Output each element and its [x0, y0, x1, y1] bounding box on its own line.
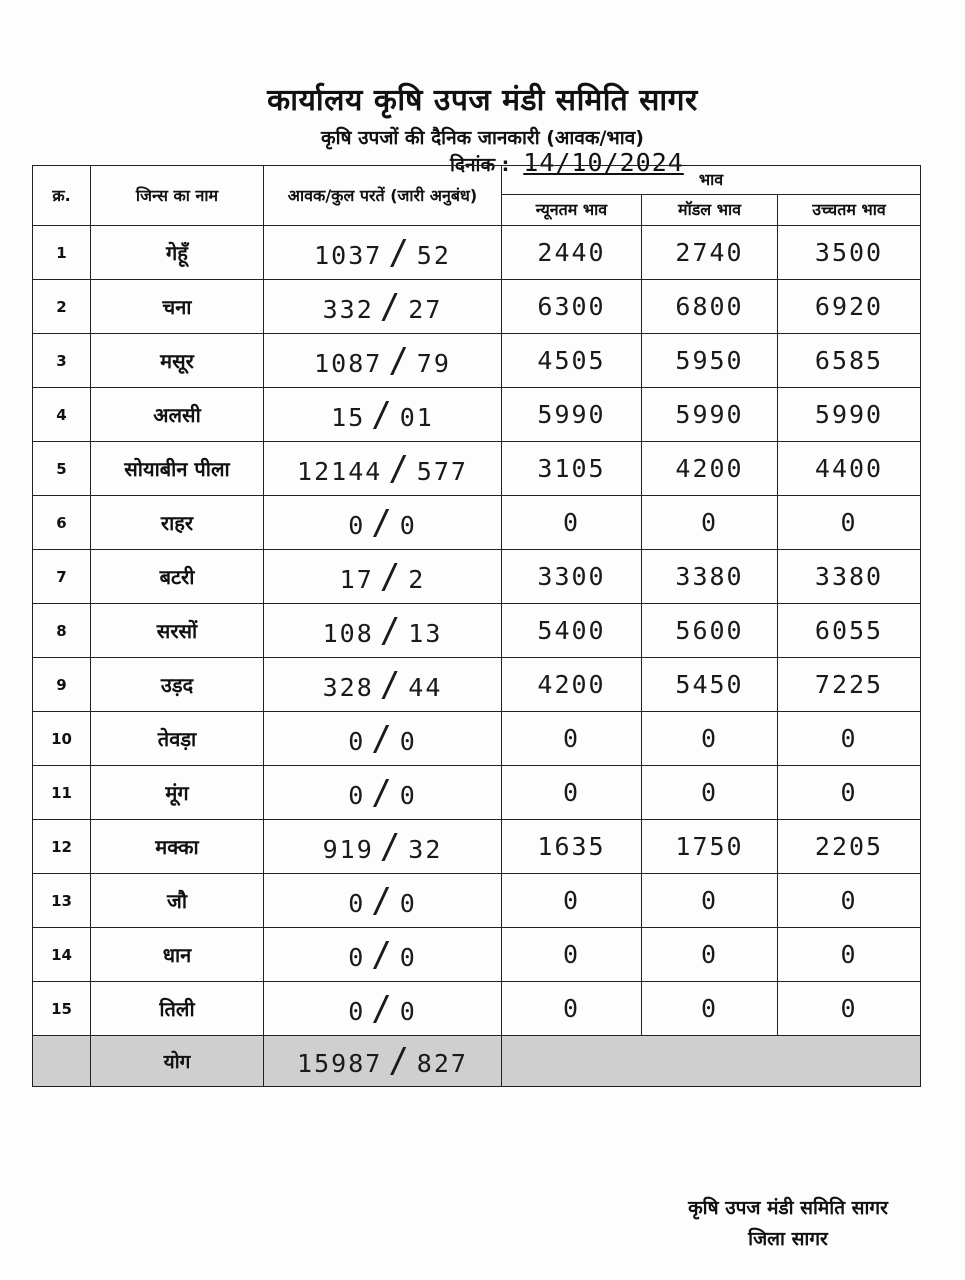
max-price-cell: 6055 — [778, 604, 921, 658]
serial-cell: 12 — [33, 820, 91, 874]
arrival-value: 1087 — [314, 348, 383, 378]
modal-price-cell: 5950 — [642, 334, 778, 388]
commodity-cell: राहर — [91, 496, 264, 550]
modal-price-cell: 0 — [642, 766, 778, 820]
min-price-cell: 1635 — [502, 820, 642, 874]
arrival-value: 0 — [348, 888, 366, 918]
table-row — [33, 874, 921, 928]
contracts-value: 32 — [408, 834, 443, 864]
commodity-cell: तेवड़ा — [91, 712, 264, 766]
slash-separator: / — [371, 988, 394, 1029]
arrival-cell — [264, 712, 502, 766]
serial-cell: 5 — [33, 442, 91, 496]
slash-separator: / — [371, 394, 394, 435]
max-price-cell: 5990 — [778, 388, 921, 442]
page-subtitle: कृषि उपजों की दैनिक जानकारी (आवक/भाव) — [321, 127, 644, 149]
max-price-cell: 6920 — [778, 280, 921, 334]
commodity-cell: मूंग — [91, 766, 264, 820]
col-header-commodity: जिन्स का नाम — [91, 166, 264, 226]
min-price-cell: 3300 — [502, 550, 642, 604]
modal-price-cell: 0 — [642, 874, 778, 928]
slash-separator: / — [379, 610, 403, 651]
max-price-cell: 0 — [778, 874, 921, 928]
serial-cell: 7 — [33, 550, 91, 604]
table-body — [33, 226, 921, 1087]
serial-cell: 4 — [33, 388, 91, 442]
contracts-value: 01 — [399, 402, 434, 432]
arrival-cell — [264, 874, 502, 928]
max-price-cell: 0 — [778, 928, 921, 982]
serial-cell: 3 — [33, 334, 91, 388]
arrival-cell — [264, 766, 502, 820]
serial-cell: 15 — [33, 982, 91, 1036]
signature-block — [668, 1193, 908, 1256]
arrival-cell — [264, 604, 502, 658]
modal-price-cell: 5990 — [642, 388, 778, 442]
arrival-cell — [264, 982, 502, 1036]
modal-price-cell: 5600 — [642, 604, 778, 658]
max-price-cell: 3500 — [778, 226, 921, 280]
commodity-cell: अलसी — [91, 388, 264, 442]
arrival-cell — [264, 496, 502, 550]
total-contracts-value: 827 — [416, 1049, 468, 1078]
slash-separator: / — [379, 556, 403, 597]
min-price-cell: 0 — [502, 496, 642, 550]
commodity-cell: मसूर — [91, 334, 264, 388]
arrival-cell — [264, 820, 502, 874]
slash-separator: / — [379, 664, 403, 705]
table-row — [33, 928, 921, 982]
commodity-cell: चना — [91, 280, 264, 334]
max-price-cell: 2205 — [778, 820, 921, 874]
table-row — [33, 442, 921, 496]
col-header-price-group: भाव — [502, 166, 921, 195]
total-label-cell: योग — [91, 1036, 264, 1087]
table-row — [33, 712, 921, 766]
signature-district: जिला सागर — [748, 1228, 828, 1251]
max-price-cell: 7225 — [778, 658, 921, 712]
max-price-cell: 6585 — [778, 334, 921, 388]
table-row — [33, 658, 921, 712]
arrival-cell — [264, 658, 502, 712]
arrival-value: 0 — [348, 510, 366, 540]
slash-separator: / — [371, 934, 394, 975]
serial-cell: 9 — [33, 658, 91, 712]
commodity-cell: मक्का — [91, 820, 264, 874]
slash-separator: / — [371, 772, 394, 813]
arrival-value: 15 — [331, 402, 366, 432]
min-price-cell: 6300 — [502, 280, 642, 334]
contracts-value: 0 — [399, 888, 417, 918]
modal-price-cell: 6800 — [642, 280, 778, 334]
commodity-cell: सरसों — [91, 604, 264, 658]
col-header-modal-price: मॉडल भाव — [642, 195, 778, 226]
arrival-cell — [264, 442, 502, 496]
slash-separator: / — [388, 232, 411, 273]
modal-price-cell: 0 — [642, 712, 778, 766]
rates-table — [32, 165, 921, 1087]
modal-price-cell: 2740 — [642, 226, 778, 280]
arrival-value: 17 — [339, 564, 374, 594]
total-row — [33, 1036, 921, 1087]
arrival-cell — [264, 388, 502, 442]
commodity-cell: बटरी — [91, 550, 264, 604]
arrival-value: 0 — [348, 996, 366, 1026]
arrival-value: 0 — [348, 726, 366, 756]
slash-separator: / — [388, 340, 411, 381]
table-row — [33, 982, 921, 1036]
slash-separator: / — [388, 448, 411, 489]
slash-separator: / — [388, 1041, 411, 1081]
commodity-cell: सोयाबीन पीला — [91, 442, 264, 496]
table-row — [33, 604, 921, 658]
table-row — [33, 820, 921, 874]
arrival-cell — [264, 226, 502, 280]
serial-cell: 13 — [33, 874, 91, 928]
modal-price-cell: 0 — [642, 496, 778, 550]
commodity-cell: धान — [91, 928, 264, 982]
max-price-cell: 0 — [778, 766, 921, 820]
arrival-value: 0 — [348, 942, 366, 972]
min-price-cell: 5990 — [502, 388, 642, 442]
slash-separator: / — [379, 286, 403, 327]
max-price-cell: 0 — [778, 982, 921, 1036]
serial-cell: 2 — [33, 280, 91, 334]
arrival-value: 12144 — [297, 456, 383, 486]
slash-separator: / — [371, 718, 394, 759]
col-header-arrival: आवक/कुल परतें (जारी अनुबंध) — [264, 166, 502, 226]
modal-price-cell: 0 — [642, 982, 778, 1036]
serial-cell: 8 — [33, 604, 91, 658]
min-price-cell: 0 — [502, 712, 642, 766]
contracts-value: 13 — [408, 618, 443, 648]
table-row — [33, 496, 921, 550]
commodity-cell: गेहूँ — [91, 226, 264, 280]
modal-price-cell: 0 — [642, 928, 778, 982]
table-row — [33, 766, 921, 820]
modal-price-cell: 4200 — [642, 442, 778, 496]
max-price-cell: 0 — [778, 496, 921, 550]
total-arrival-cell — [264, 1036, 502, 1087]
min-price-cell: 4200 — [502, 658, 642, 712]
serial-cell: 6 — [33, 496, 91, 550]
table-row — [33, 226, 921, 280]
commodity-cell: तिली — [91, 982, 264, 1036]
contracts-value: 0 — [399, 996, 417, 1026]
modal-price-cell: 3380 — [642, 550, 778, 604]
min-price-cell: 3105 — [502, 442, 642, 496]
page-title: कार्यालय कृषि उपज मंडी समिति सागर — [267, 83, 698, 118]
col-header-serial: क्र. — [33, 166, 91, 226]
date-value: 14/10/2024 — [523, 148, 684, 177]
total-serial-cell — [33, 1036, 91, 1087]
max-price-cell: 3380 — [778, 550, 921, 604]
contracts-value: 0 — [399, 726, 417, 756]
serial-cell: 11 — [33, 766, 91, 820]
min-price-cell: 0 — [502, 766, 642, 820]
min-price-cell: 0 — [502, 982, 642, 1036]
modal-price-cell: 1750 — [642, 820, 778, 874]
min-price-cell: 2440 — [502, 226, 642, 280]
arrival-value: 108 — [322, 618, 374, 648]
arrival-cell — [264, 928, 502, 982]
arrival-value: 1037 — [314, 240, 383, 270]
date-label: दिनांक : — [450, 154, 510, 176]
col-header-max-price: उच्चतम भाव — [778, 195, 921, 226]
serial-cell: 14 — [33, 928, 91, 982]
contracts-value: 0 — [399, 942, 417, 972]
total-arrival-value: 15987 — [297, 1049, 383, 1078]
arrival-value: 919 — [322, 834, 374, 864]
contracts-value: 2 — [408, 564, 426, 594]
contracts-value: 52 — [416, 240, 451, 270]
arrival-cell — [264, 334, 502, 388]
table-row — [33, 388, 921, 442]
contracts-value: 44 — [408, 672, 443, 702]
col-header-min-price: न्यूनतम भाव — [502, 195, 642, 226]
max-price-cell: 0 — [778, 712, 921, 766]
contracts-value: 577 — [416, 456, 468, 486]
arrival-value: 328 — [322, 672, 374, 702]
total-price-cell — [502, 1036, 921, 1087]
contracts-value: 27 — [408, 294, 443, 324]
arrival-value: 0 — [348, 780, 366, 810]
slash-separator: / — [379, 826, 403, 867]
slash-separator: / — [371, 880, 394, 921]
modal-price-cell: 5450 — [642, 658, 778, 712]
contracts-value: 79 — [416, 348, 451, 378]
arrival-value: 332 — [322, 294, 374, 324]
commodity-cell: जौ — [91, 874, 264, 928]
table-row — [33, 550, 921, 604]
commodity-cell: उड़द — [91, 658, 264, 712]
signature-office: कृषि उपज मंडी समिति सागर — [688, 1197, 888, 1219]
table-row — [33, 280, 921, 334]
arrival-cell — [264, 550, 502, 604]
contracts-value: 0 — [399, 510, 417, 540]
max-price-cell: 4400 — [778, 442, 921, 496]
min-price-cell: 4505 — [502, 334, 642, 388]
slash-separator: / — [371, 502, 394, 543]
min-price-cell: 0 — [502, 928, 642, 982]
serial-cell: 1 — [33, 226, 91, 280]
table-row — [33, 334, 921, 388]
contracts-value: 0 — [399, 780, 417, 810]
arrival-cell — [264, 280, 502, 334]
min-price-cell: 0 — [502, 874, 642, 928]
serial-cell: 10 — [33, 712, 91, 766]
min-price-cell: 5400 — [502, 604, 642, 658]
